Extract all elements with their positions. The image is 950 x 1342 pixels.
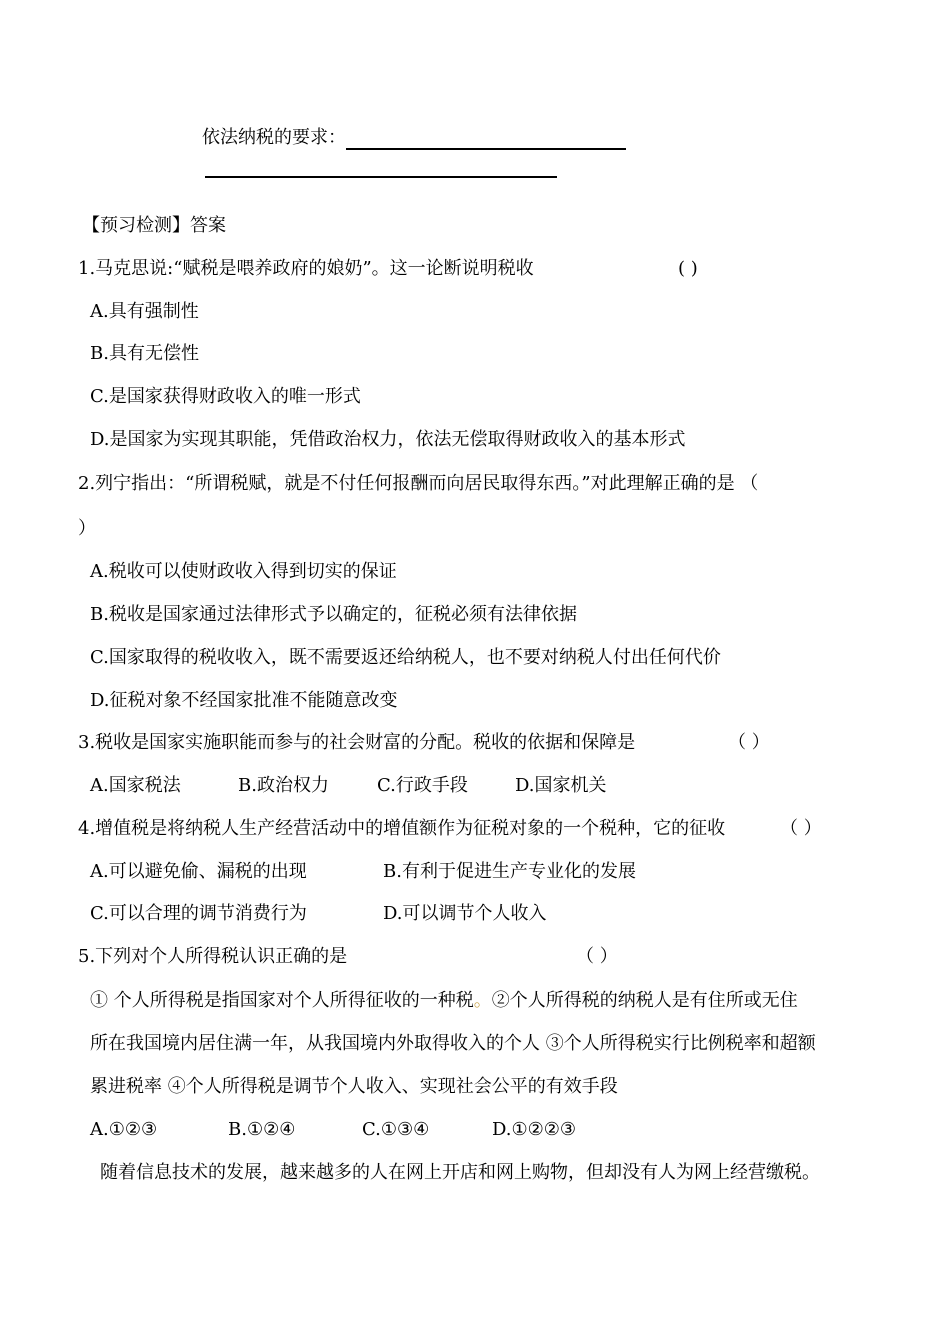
q5-paren: （ ） [576, 946, 618, 967]
q1-stem-text: 1.马克思说:“赋税是喂养政府的娘奶”。这一论断说明税收 [78, 258, 534, 279]
q4-option-c: C.可以合理的调节消费行为 [90, 903, 307, 924]
q3-option-d: D.国家机关 [515, 775, 607, 796]
q1-option-a: A.具有强制性 [90, 301, 199, 322]
q5-line-2: 所在我国境内居住满一年，从我国境内外取得收入的个人 ③个人所得税实行比例税率和超额 [90, 1033, 816, 1054]
q2-stem: 2.列宁指出：“所谓税赋，就是不付任何报酬而向居民取得东西。”对此理解正确的是 （ [78, 473, 759, 494]
q4-option-b: B.有利于促进生产专业化的发展 [383, 861, 636, 882]
q5-line-1-dot: 。 [473, 990, 492, 1011]
q4-option-a: A.可以避免偷、漏税的出现 [90, 861, 307, 882]
q5-option-c: C.①③④ [362, 1119, 430, 1140]
q5-option-a: A.①②③ [90, 1119, 158, 1140]
q2-option-d: D.征税对象不经国家批准不能随意改变 [90, 690, 398, 711]
q1-option-c: C.是国家获得财政收入的唯一形式 [90, 386, 361, 407]
q3-option-a: A.国家税法 [90, 775, 181, 796]
answer-blank-2[interactable] [205, 156, 557, 178]
q4-stem: 4.增值税是将纳税人生产经营活动中的增值额作为征税对象的一个税种，它的征收 [78, 818, 726, 839]
q1-paren: ( ) [678, 258, 698, 279]
q3-option-b: B.政治权力 [238, 775, 329, 796]
q4-option-d: D.可以调节个人收入 [383, 903, 547, 924]
answer-blank-1[interactable] [346, 128, 626, 150]
q2-stem-cont: ） [78, 518, 96, 539]
q3-option-c: C.行政手段 [377, 775, 468, 796]
q5-line-1b: ②个人所得税的纳税人是有住所或无住 [491, 990, 798, 1011]
q3-stem: 3.税收是国家实施职能而参与的社会财富的分配。税收的依据和保障是 [78, 732, 636, 753]
q5-line-1 [90, 989, 798, 1013]
q5-option-d: D.①②②③ [492, 1119, 577, 1140]
q4-paren: （ ） [780, 818, 822, 839]
requirement-label: 依法纳税的要求： [202, 127, 346, 148]
q1-option-b: B.具有无偿性 [90, 343, 199, 364]
q5-line-1a: ① 个人所得税是指国家对个人所得征收的一种税 [90, 990, 474, 1011]
closing-paragraph: 随着信息技术的发展，越来越多的人在网上开店和网上购物，但却没有人为网上经营缴税。 [100, 1162, 820, 1183]
q5-line-3: 累进税率 ④个人所得税是调节个人收入、实现社会公平的有效手段 [90, 1076, 618, 1097]
q5-stem: 5.下列对个人所得税认识正确的是 [78, 946, 348, 967]
q1-stem [78, 257, 534, 281]
q2-option-c: C.国家取得的税收收入，既不需要返还给纳税人，也不要对纳税人付出任何代价 [90, 647, 721, 668]
q2-option-b: B.税收是国家通过法律形式予以确定的，征税必须有法律依据 [90, 604, 577, 625]
section-heading: 【预习检测】答案 [82, 215, 226, 236]
q5-option-b: B.①②④ [228, 1119, 296, 1140]
requirement-line [202, 126, 626, 150]
q1-option-d: D.是国家为实现其职能，凭借政治权力，依法无偿取得财政收入的基本形式 [90, 429, 686, 450]
q2-option-a: A.税收可以使财政收入得到切实的保证 [90, 561, 397, 582]
q3-paren: （ ） [728, 732, 770, 753]
